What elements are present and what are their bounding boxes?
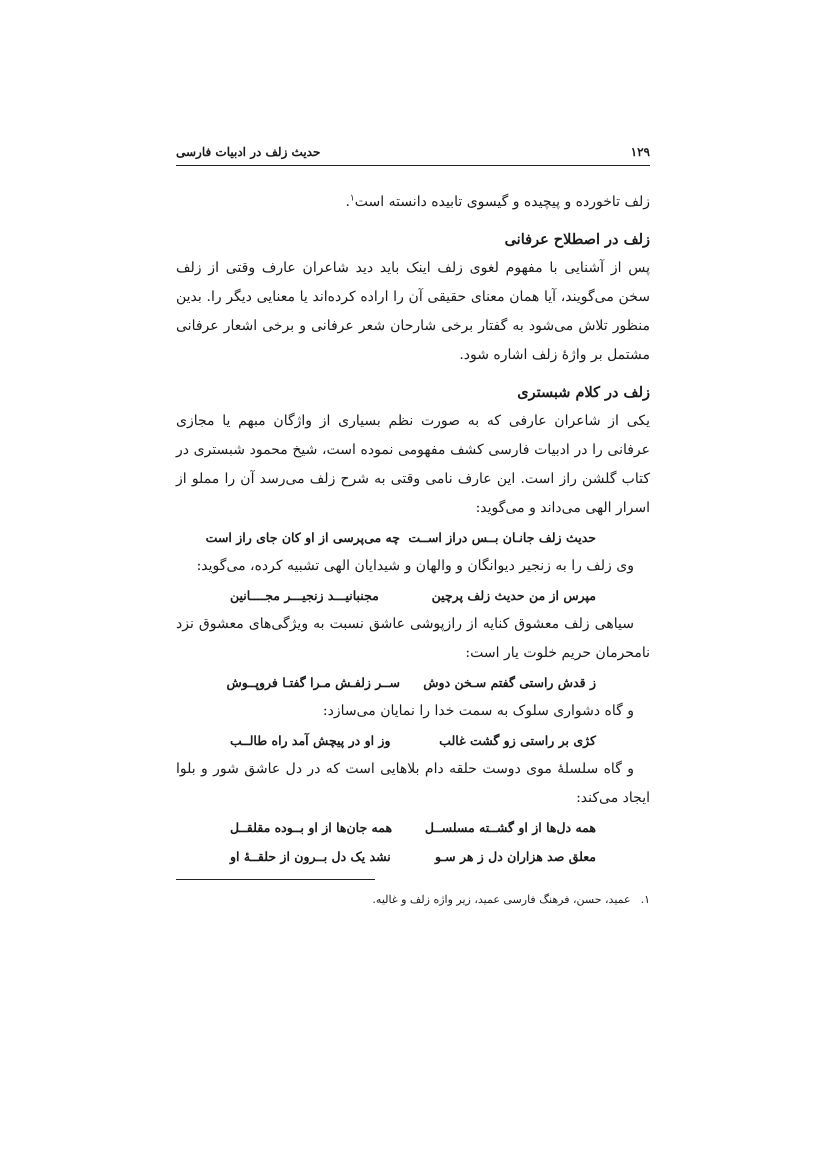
verse-couplet bbox=[176, 523, 650, 552]
paragraph-line: وی زلف را به زنجیر دیوانگان و والهان و شیدایان الهی تشبیه کرده، می‌گوید: bbox=[196, 558, 634, 574]
book-page bbox=[176, 0, 650, 1169]
intro-text: زلف تاخورده و پیچیده و گیسوی تابیده دانسته است bbox=[354, 194, 650, 210]
verse-second-hemistich: نشد یک دل بــرون از حلقــهٔ او bbox=[230, 849, 391, 864]
verse-second-hemistich: ســر زلفـش مـرا گفتـا فروپــوش bbox=[226, 675, 400, 690]
main-text bbox=[176, 188, 650, 871]
section-heading-mystical: زلف در اصطلاح عرفانی bbox=[504, 231, 650, 248]
section-heading-shabestari: زلف در کلام شبستری bbox=[517, 384, 650, 401]
verse-couplet bbox=[176, 581, 650, 610]
footnote-text: عمید، حسن، فرهنگ فارسی عمید، زیر واژه زلف و غالیه. bbox=[372, 893, 631, 906]
running-header bbox=[176, 145, 650, 166]
verse-second-hemistich: چه می‌پرسی از او کان جای راز است bbox=[205, 530, 400, 545]
paragraph-line: سیاهی زلف معشوق کنایه از رازپوشی عاشق نسبت به ویژگی‌های معشوق نزد نامحرمان حریم خلوت یار است: bbox=[176, 616, 650, 661]
spacer bbox=[176, 217, 650, 225]
verse-first-hemistich: حدیث زلف جانـان بــس دراز اســت bbox=[408, 530, 596, 545]
verse-first-hemistich: معلق صد هزاران دل ز هر سـو bbox=[435, 849, 596, 864]
verse-first-hemistich: ز قدش راستی گفتم سـخن دوش bbox=[423, 675, 596, 690]
paragraph-line: و گاه سلسلهٔ موی دوست حلقه دام بلاهایی است که در دل عاشق شور و بلوا ایجاد می‌کند: bbox=[176, 761, 650, 806]
footnote bbox=[372, 891, 650, 909]
running-title: حدیث زلف در ادبیات فارسی bbox=[176, 145, 321, 159]
paragraph-shabestari: یکی از شاعران عارفی که به صورت نظم بسیاری از واژگان مبهم یا مجازی عرفانی را در ادبیات فارسی کشف مفهومی نموده است، شیخ محمود شبستری در کتاب گلشن راز است. این عارف نامی وقتی به شرح زلف می‌رسد آن را مملو از اسرار الهی می‌داند و می‌گوید: bbox=[176, 413, 650, 516]
verse-couplet bbox=[176, 813, 650, 842]
footnote-marker: ۱ bbox=[349, 193, 355, 204]
verse-first-hemistich: مپرس از من حدیث زلف پرچین bbox=[431, 588, 596, 603]
verse-second-hemistich: همه جان‌ها از او بــوده مقلقــل bbox=[230, 820, 393, 835]
verse-couplet bbox=[176, 668, 650, 697]
page-number: ۱۲۹ bbox=[630, 145, 650, 159]
paragraph-mystical: پس از آشنایی با مفهوم لغوی زلف اینک باید دید شاعران عارف وقتی از زلف سخن می‌گویند، آیا همان معنای حقیقی آن را اراده کرده‌اند یا معنایی دیگر را. بدین منظور تلاش می‌شود به گفتار برخی شارحان شعر عرفانی و برخی اشعار عرفانی مشتمل بر واژهٔ زلف اشاره شود. bbox=[176, 260, 650, 363]
verse-couplet bbox=[176, 842, 650, 871]
footnote-number: ۱. bbox=[640, 893, 650, 906]
spacer bbox=[176, 370, 650, 378]
intro-line: زلف تاخورده و پیچیده و گیسوی تابیده دانسته است$^۱$. bbox=[345, 193, 650, 210]
paragraph-line: و گاه دشواری سلوک به سمت خدا را نمایان می‌سازد: bbox=[322, 703, 634, 719]
verse-second-hemistich: مجنبانیـــد زنجیـــر مجــــانین bbox=[230, 588, 379, 603]
verse-first-hemistich: همه دل‌ها از او گشــته مسلســل bbox=[424, 820, 596, 835]
verse-first-hemistich: کژی بر راستی زو گشت غالب bbox=[439, 733, 596, 748]
footnote-divider bbox=[176, 879, 375, 880]
verse-couplet bbox=[176, 726, 650, 755]
verse-second-hemistich: وز او در پیچش آمد راه طالــب bbox=[230, 733, 391, 748]
